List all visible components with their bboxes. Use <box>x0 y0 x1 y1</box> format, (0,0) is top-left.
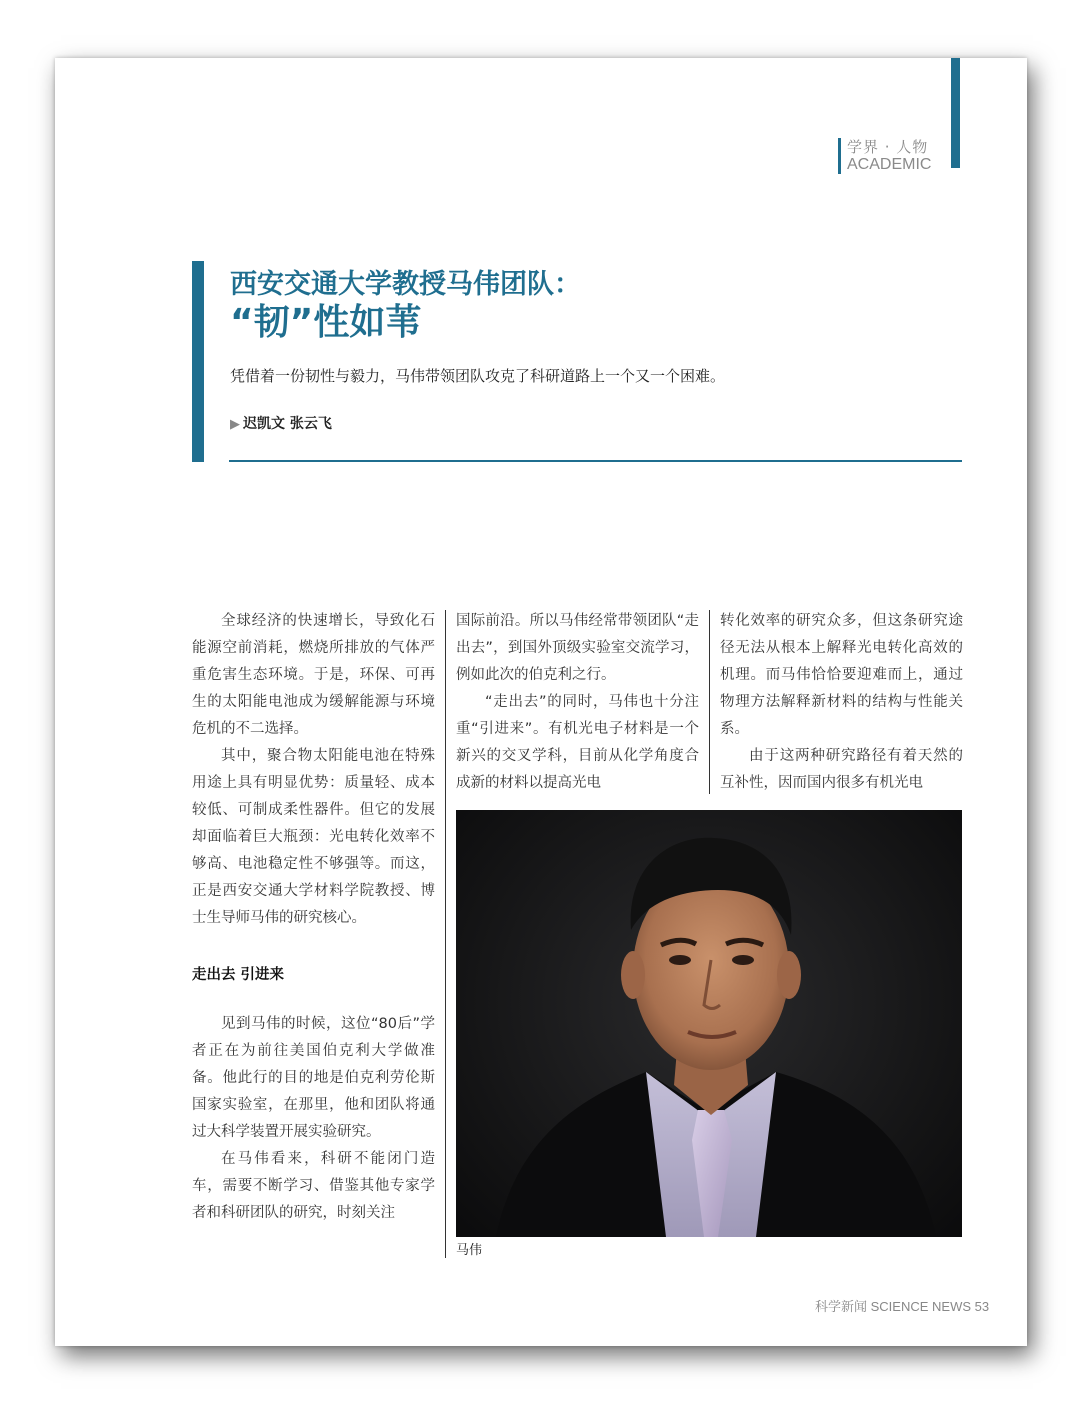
paragraph: 见到马伟的时候，这位“80后”学者正在为前往美国伯克利大学做准备。他此行的目的地是伯克利劳伦斯国家实验室，在那里，他和团队将通过大科学装置开展实验研究。 <box>192 1016 435 1140</box>
page-number: 53 <box>974 1299 990 1314</box>
paragraph: 全球经济的快速增长，导致化石能源空前消耗，燃烧所排放的气体严重危害生态环境。于是，环保、可再生的太阳能电池成为缓解能源与环境危机的不二选择。 <box>192 613 435 737</box>
article-byline <box>230 413 332 433</box>
column-divider <box>445 610 446 1258</box>
text-column-2 <box>456 608 699 797</box>
section-tag <box>838 138 931 174</box>
text-column-1 <box>192 608 435 1227</box>
footer-magazine-name: 科学新闻 SCIENCE NEWS <box>815 1299 972 1314</box>
section-tag-en: ACADEMIC <box>847 156 932 173</box>
article-subtitle: 凭借着一份韧性与毅力，马伟带领团队攻克了科研道路上一个又一个困难。 <box>230 367 726 385</box>
magazine-page <box>55 58 1027 1346</box>
section-tag-cn: 学界 · 人物 <box>847 138 929 156</box>
column-divider <box>709 610 710 794</box>
byline-authors: 迟凯文 张云飞 <box>243 416 332 432</box>
text-column-3 <box>720 608 963 797</box>
paragraph: 在马伟看来，科研不能闭门造车，需要不断学习、借鉴其他专家学者和科研团队的研究，时刻关注 <box>192 1151 435 1221</box>
paragraph: 转化效率的研究众多，但这条研究途径无法从根本上解释光电转化高效的机理。而马伟恰恰要迎难而上，通过物理方法解释新材料的结构与性能关系。 <box>720 613 963 737</box>
section-subheading: 走出去 引进来 <box>192 967 285 983</box>
portrait-photo <box>456 810 962 1237</box>
header-divider <box>229 460 962 462</box>
article-title-line2: “韧”性如苇 <box>230 302 422 343</box>
portrait-illustration <box>456 810 962 1237</box>
corner-accent-bar <box>951 58 960 168</box>
paragraph: 国际前沿。所以马伟经常带领团队“走出去”，到国外顶级实验室交流学习，例如此次的伯克利之行。 <box>456 613 699 683</box>
play-arrow-icon: ▶ <box>230 417 240 432</box>
title-accent-bar <box>192 261 204 462</box>
paragraph: 其中，聚合物太阳能电池在特殊用途上具有明显优势：质量轻、成本较低、可制成柔性器件。但它的发展却面临着巨大瓶颈：光电转化效率不够高、电池稳定性不够强等。而这，正是西安交通大学材料学院教授、博士生导师马伟的研究核心。 <box>192 748 435 926</box>
paragraph: 由于这两种研究路径有着天然的互补性，因而国内很多有机光电 <box>720 748 963 791</box>
photo-caption: 马伟 <box>456 1243 483 1258</box>
paragraph: “走出去”的同时，马伟也十分注重“引进来”。有机光电子材料是一个新兴的交叉学科，目前从化学角度合成新的材料以提高光电 <box>456 694 699 791</box>
article-title-line1: 西安交通大学教授马伟团队： <box>230 269 581 300</box>
page-footer <box>815 1296 989 1315</box>
